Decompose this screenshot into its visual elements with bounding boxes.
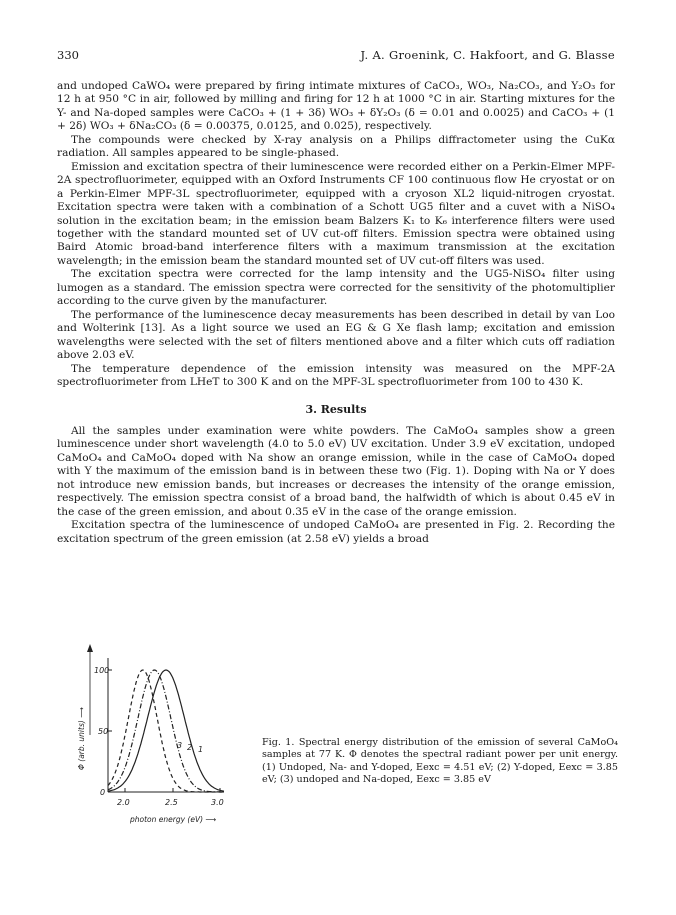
paragraph-results-1: All the samples under examination were white powders. The CaMoO₄ samples show a green luminescence under short wavelength (4.0 to 5.0 eV) UV excitation. Under 3.9 eV excitation, undoped CaMoO₄ and CaMoO₄ doped with Na show an orange emission, while in the case of CaMoO₄ doped with Y the maximum of the emission band is in between these two (Fig. 1). Doping with Na or Y does not introduce new emission bands, but increases or decreases the intensity of the orange emission, respectively. The emission spectra consist of a broad band, the halfwidth of which is about 0.45 eV in the case of the green emission, and about 0.35 eV in the case of the orange emission. bbox=[57, 424, 615, 518]
page-number: 330 bbox=[57, 48, 79, 62]
x-axis-label: photon energy (eV) ⟶ bbox=[130, 815, 217, 824]
paragraph-xray: The compounds were checked by X-ray analysis on a Philips diffractometer using the CuKα radiation. All samples appeared to be single-phased. bbox=[57, 133, 615, 160]
running-authors: J. A. Groenink, C. Hakfoort, and G. Blasse bbox=[360, 48, 615, 62]
figure-1-caption: Fig. 1. Spectral energy distribution of the emission of several CaMoO₄ samples at 77 K. Φ denotes the spectral radiant power per unit energy. (1) Undoped, Na- and Y-doped, Eexc = 4.51 eV; (2) Y-doped, Eexc = 3.85 eV; (3) undoped and Na-doped, Eexc = 3.85 eV bbox=[262, 737, 618, 786]
curve-label-2: 2 bbox=[187, 743, 193, 752]
y-tick-label-0: 0 bbox=[100, 788, 106, 797]
x-tick-label-2-0: 2.0 bbox=[117, 798, 130, 807]
body-text bbox=[57, 80, 615, 546]
curve-label-3: 3 bbox=[177, 741, 183, 750]
y-axis-label: Φ (arb. units) ⟶ bbox=[77, 707, 86, 770]
x-tick-label-2-5: 2.5 bbox=[165, 798, 178, 807]
y-axis-arrow-head bbox=[87, 644, 93, 652]
y-tick-label-100: 100 bbox=[94, 666, 110, 675]
paragraph-spectra: Emission and excitation spectra of their luminescence were recorded either on a Perkin-Elmer MPF-2A spectrofluorimeter, equipped with an Oxford Instruments CF 100 continuous flow He cryostat or on a Perkin-Elmer MPF-3L spectrofluorimeter, equipped with a cryoson XL2 liquid-nitrogen cryostat. Excitation spectra were taken with a combination of a Schott UG5 filter and a cuvet with a NiSO₄ solution in the excitation beam; in the emission beam Balzers K₁ to K₆ interference filters were used together with the standard mounted set of UV cut-off filters. Emission spectra were obtained using Baird Atomic broad-band interference filters with a maximum transmission at the excitation wavelength; in the emission beam the standard mounted set of UV cut-off filters was used. bbox=[57, 160, 615, 267]
emission-spectrum-chart bbox=[70, 640, 240, 840]
paragraph-decay: The performance of the luminescence decay measurements has been described in detail by van Loo and Wolterink [13]. As a light source we used an EG & G Xe flash lamp; excitation and emission wavelengths were selected with the set of filters mentioned above and a filter which cuts off radiation above 2.03 eV. bbox=[57, 308, 615, 362]
paragraph-temperature: The temperature dependence of the emission intensity was measured on the MPF-2A spectrofluorimeter from LHeT to 300 K and on the MPF-3L spectrofluorimeter from 100 to 430 K. bbox=[57, 362, 615, 388]
section-title-results: 3. Results bbox=[305, 403, 367, 417]
paragraph-correction: The excitation spectra were corrected for the lamp intensity and the UG5-NiSO₄ filter using lumogen as a standard. The emission spectra were corrected for the sensitivity of the photomultiplier according to the curve given by the manufacturer. bbox=[57, 268, 615, 308]
paragraph-continuation: and undoped CaWO₄ were prepared by firing intimate mixtures of CaCO₃, WO₃, Na₂CO₃, and Y₂O₃ for 12 h at 950 °C in air, followed by milling and firing for 12 h at 1000 °C in air. Starting mixtures for the Y- and Na-doped samples were CaCO₃ + (1 + 3δ) WO₃ + δY₂O₃ (δ = 0.01 and 0.0025) and CaCO₃ + (1 + 2δ) WO₃ + δNa₂CO₃ (δ = 0.00375, 0.0125, and 0.025), respectively. bbox=[57, 80, 615, 133]
x-tick-label-3-0: 3.0 bbox=[211, 798, 224, 807]
figure-1 bbox=[70, 640, 240, 840]
y-tick-label-50: 50 bbox=[98, 727, 109, 736]
emission-curve-3 bbox=[108, 670, 224, 792]
curve-label-1: 1 bbox=[198, 745, 204, 754]
paragraph-results-2: Excitation spectra of the luminescence of undoped CaMoO₄ are presented in Fig. 2. Recording the excitation spectrum of the green emission (at 2.58 eV) yields a broad bbox=[57, 519, 615, 545]
